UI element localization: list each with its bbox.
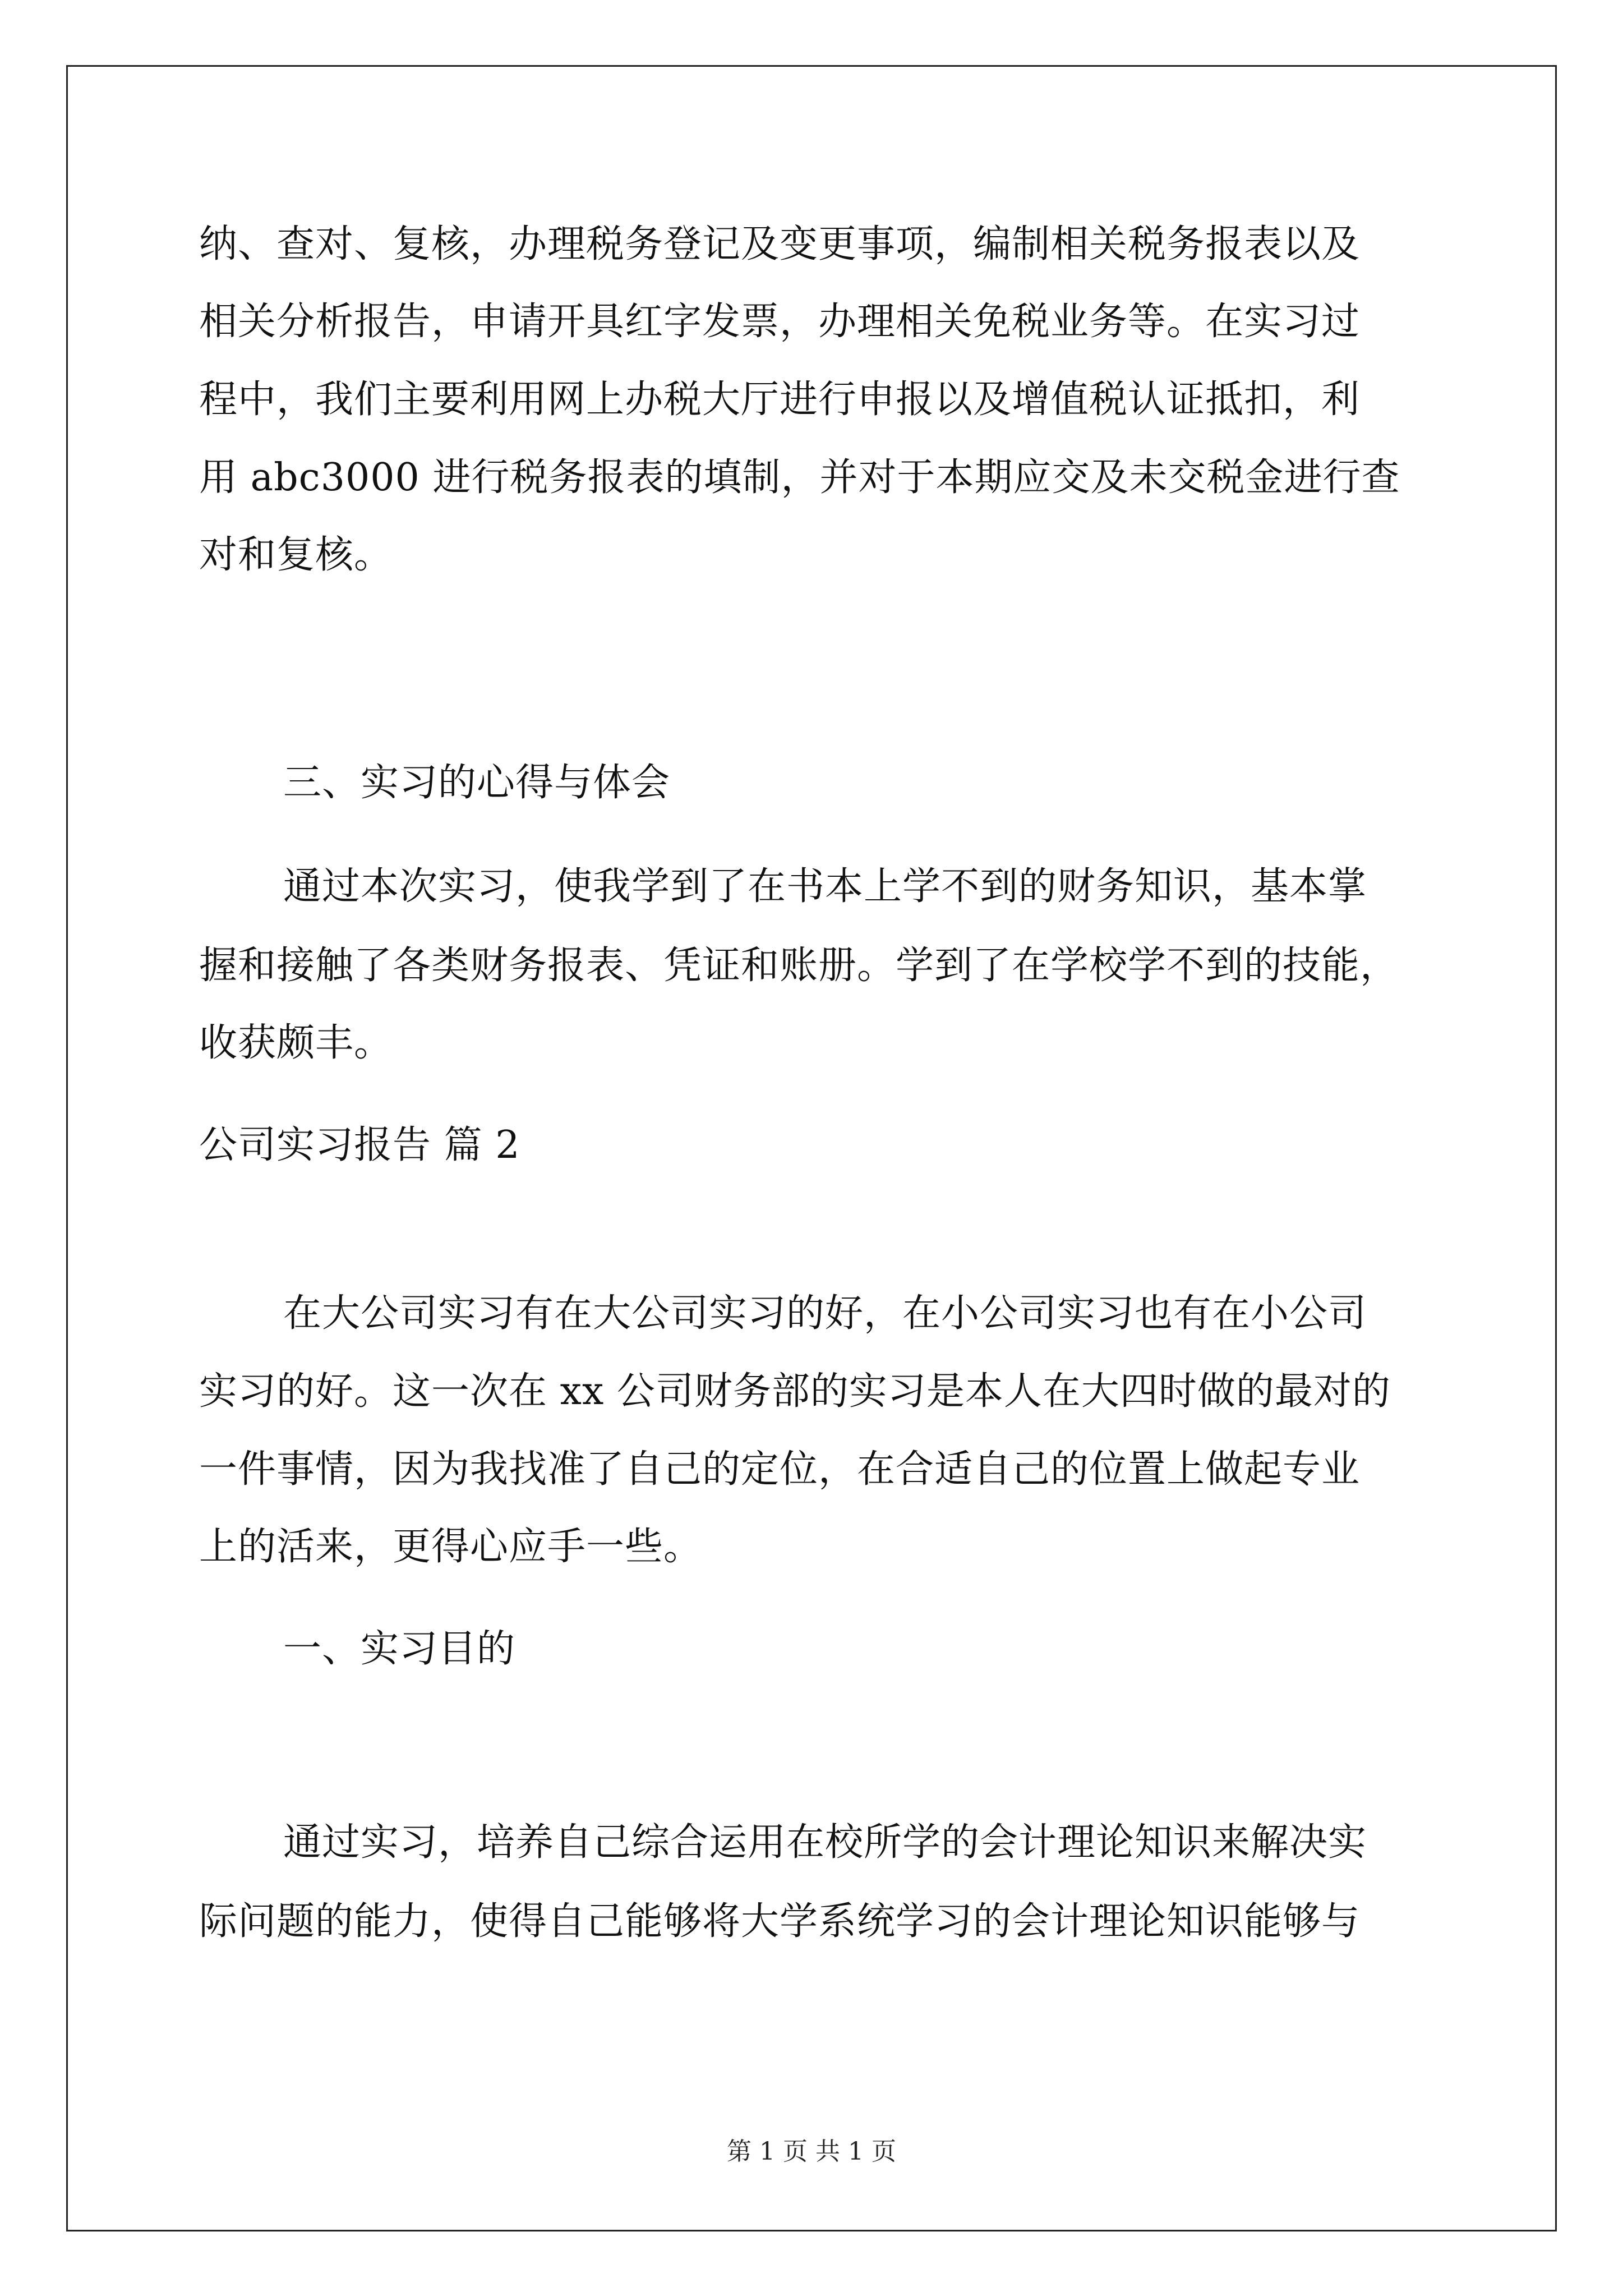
body-line: 纳、查对、复核，办理税务登记及变更事项，编制相关税务报表以及 [199, 222, 1361, 266]
article-heading: 公司实习报告 篇 2 [199, 1123, 520, 1167]
section-heading: 一、实习目的 [283, 1627, 516, 1671]
body-line: 上的活来，更得心应手一些。 [199, 1525, 703, 1569]
body-line: 实习的好。这一次在 xx 公司财务部的实习是本人在大四时做的最对的 [199, 1369, 1391, 1414]
body-line: 程中，我们主要利用网上办税大厅进行申报以及增值税认证抵扣，利 [199, 378, 1361, 422]
body-line: 用 abc3000 进行税务报表的填制，并对于本期应交及未交税金进行查 [199, 455, 1400, 500]
body-line: 际问题的能力，使得自己能够将大学系统学习的会计理论知识能够与 [199, 1899, 1361, 1944]
body-line: 通过实习，培养自己综合运用在校所学的会计理论知识来解决实 [283, 1820, 1367, 1865]
body-line: 握和接触了各类财务报表、凭证和账册。学到了在学校学不到的技能， [199, 944, 1399, 988]
body-line: 在大公司实习有在大公司实习的好，在小公司实习也有在小公司 [283, 1291, 1367, 1336]
body-line: 相关分析报告，申请开具红字发票，办理相关免税业务等。在实习过 [199, 300, 1361, 344]
body-line: 一件事情，因为我找准了自己的定位，在合适自己的位置上做起专业 [199, 1447, 1361, 1492]
body-line: 通过本次实习，使我学到了在书本上学不到的财务知识，基本掌 [283, 864, 1367, 909]
body-line: 对和复核。 [199, 533, 393, 577]
section-heading: 三、实习的心得与体会 [283, 761, 671, 805]
page-footer: 第 1 页 共 1 页 [727, 2137, 896, 2166]
body-line: 收获颇丰。 [199, 1021, 393, 1065]
